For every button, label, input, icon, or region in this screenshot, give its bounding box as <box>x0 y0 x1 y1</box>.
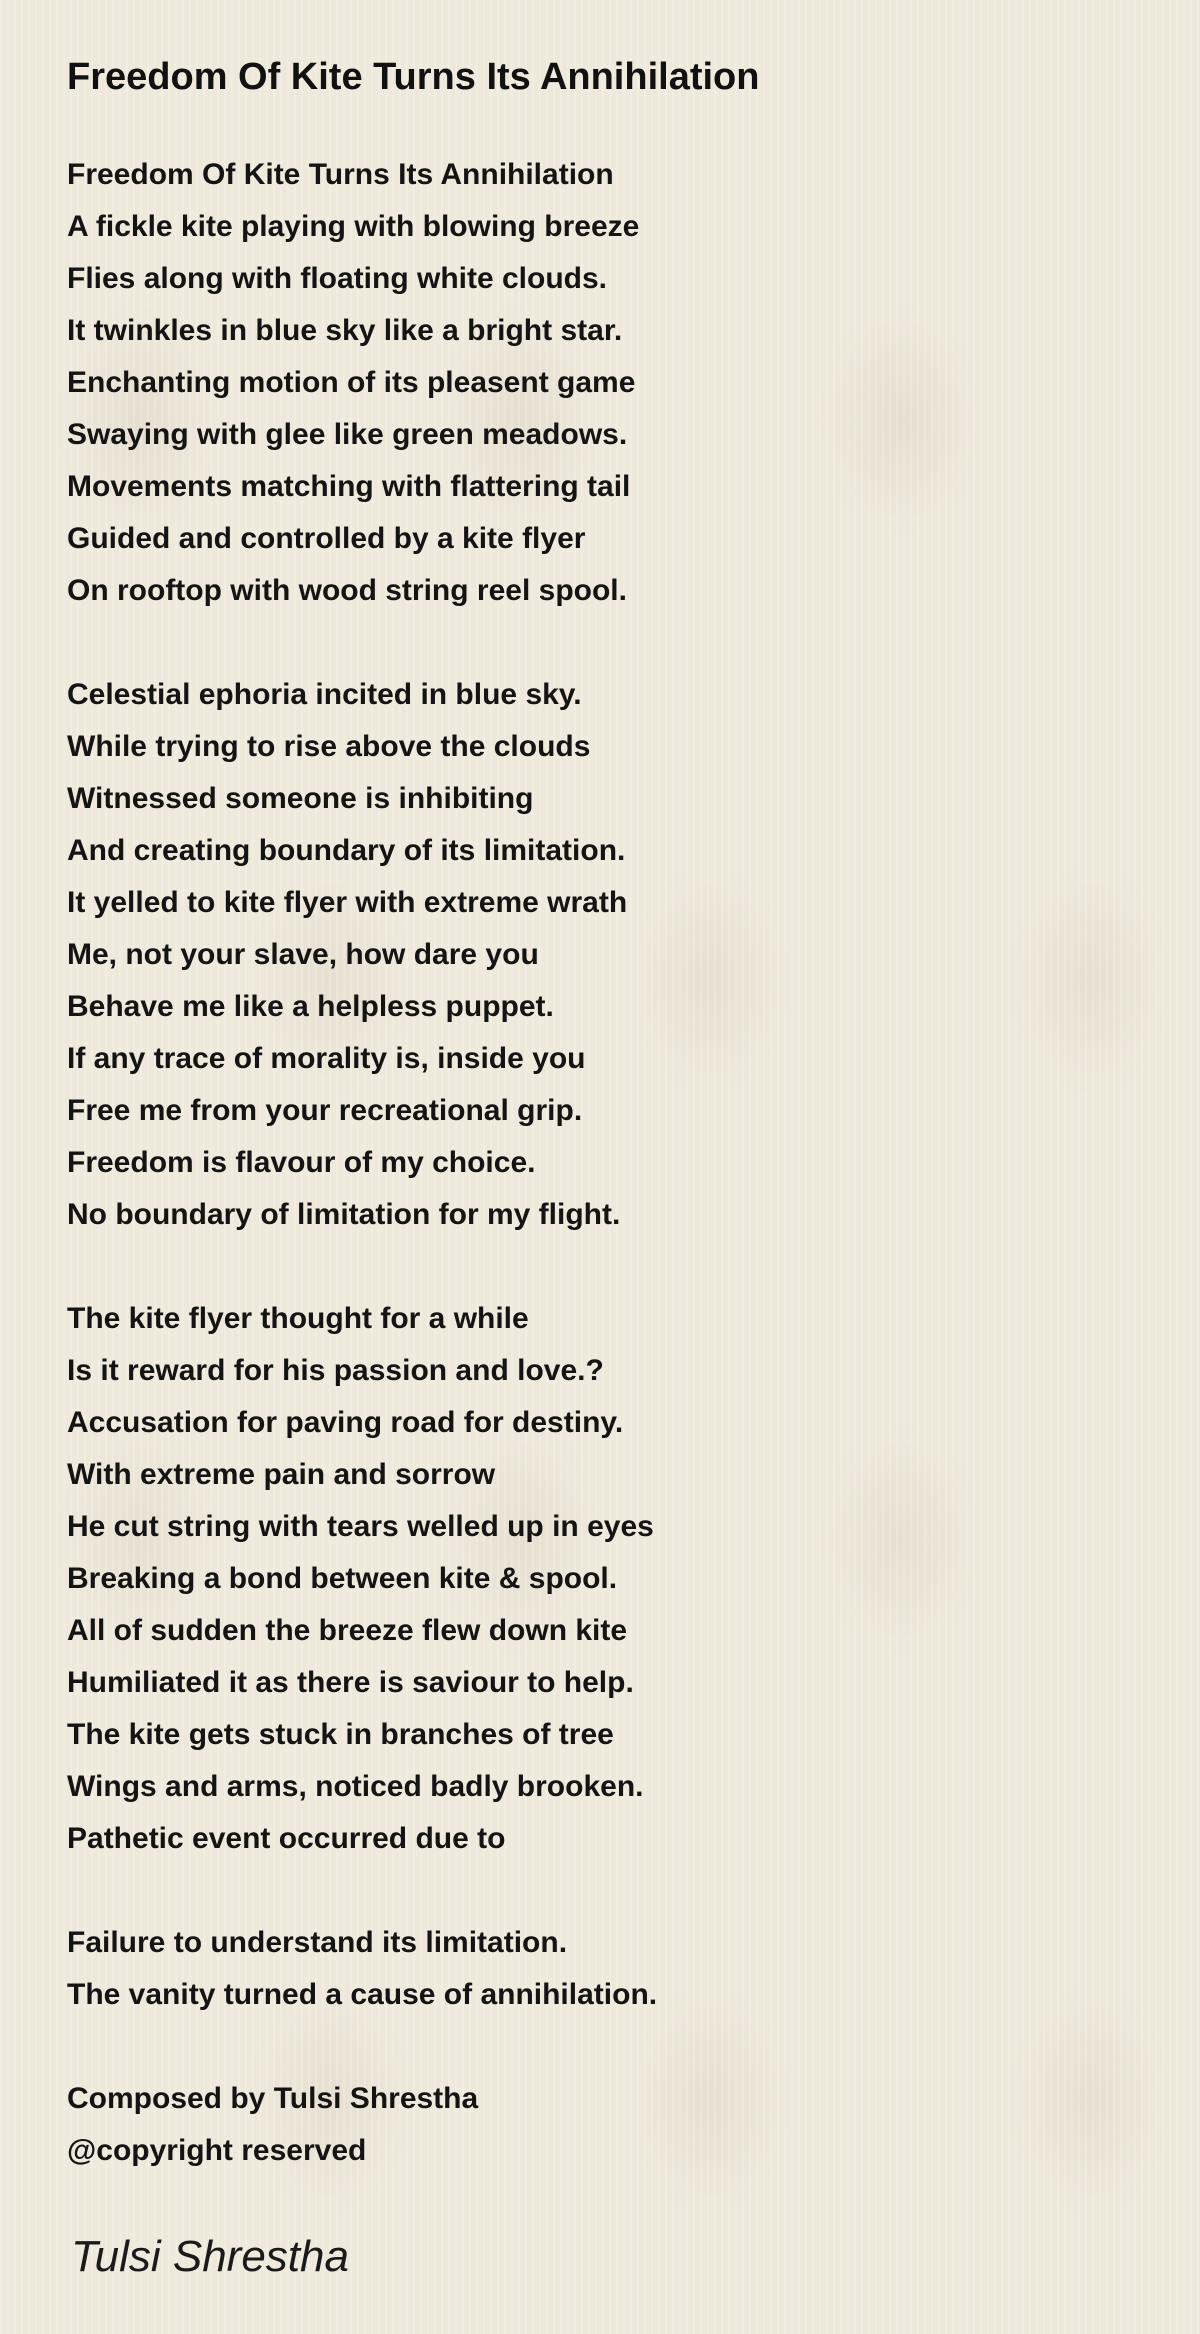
poem-line: If any trace of morality is, inside you <box>67 1042 586 1075</box>
poem-line: Free me from your recreational grip. <box>67 1094 583 1127</box>
poem-line: On rooftop with wood string reel spool. <box>67 574 627 607</box>
poem-line: Flies along with floating white clouds. <box>67 262 608 295</box>
poem-line: The kite gets stuck in branches of tree <box>67 1718 614 1751</box>
poem-line: Movements matching with flattering tail <box>67 470 631 503</box>
poem-line: Is it reward for his passion and love.? <box>67 1354 604 1387</box>
stanza <box>67 669 1147 1241</box>
poem-line: Guided and controlled by a kite flyer <box>67 522 586 555</box>
poem-line: Freedom Of Kite Turns Its Annihilation <box>67 158 614 191</box>
stanza <box>67 1917 1147 2021</box>
stanza <box>67 2073 1147 2177</box>
poem-line: The vanity turned a cause of annihilation. <box>67 1978 658 2011</box>
poem-line: Me, not your slave, how dare you <box>67 938 539 971</box>
credit-line: Composed by Tulsi Shrestha <box>67 2082 479 2115</box>
page-title: Freedom Of Kite Turns Its Annihilation <box>67 56 760 98</box>
copyright-line: @copyright reserved <box>67 2134 367 2167</box>
stanza <box>67 1293 1147 1865</box>
poem-line: Humiliated it as there is saviour to help. <box>67 1666 634 1699</box>
poem-line: Failure to understand its limitation. <box>67 1926 568 1959</box>
poem-line: And creating boundary of its limitation. <box>67 834 626 867</box>
poem-line: A fickle kite playing with blowing breeze <box>67 210 640 243</box>
stanza <box>67 149 1147 617</box>
poem-line: Celestial ephoria incited in blue sky. <box>67 678 582 711</box>
poem-line: It twinkles in blue sky like a bright star. <box>67 314 623 347</box>
poem-line: Freedom is flavour of my choice. <box>67 1146 536 1179</box>
poem-line: With extreme pain and sorrow <box>67 1458 496 1491</box>
poem-line: Witnessed someone is inhibiting <box>67 782 534 815</box>
poem-line: The kite flyer thought for a while <box>67 1302 529 1335</box>
poem-line: Swaying with glee like green meadows. <box>67 418 628 451</box>
author-signature: Tulsi Shrestha <box>71 2232 349 2281</box>
poem-line: Accusation for paving road for destiny. <box>67 1406 624 1439</box>
poem-line: All of sudden the breeze flew down kite <box>67 1614 628 1647</box>
poem-line: Behave me like a helpless puppet. <box>67 990 554 1023</box>
poem-line: Pathetic event occurred due to <box>67 1822 506 1855</box>
poem-body <box>67 149 1147 2229</box>
poem-line: It yelled to kite flyer with extreme wrath <box>67 886 628 919</box>
poem-line: Breaking a bond between kite & spool. <box>67 1562 618 1595</box>
poem-line: No boundary of limitation for my flight. <box>67 1198 621 1231</box>
poem-line: While trying to rise above the clouds <box>67 730 591 763</box>
poem-line: Wings and arms, noticed badly brooken. <box>67 1770 644 1803</box>
poem-line: He cut string with tears welled up in eyes <box>67 1510 654 1543</box>
poem-line: Enchanting motion of its pleasent game <box>67 366 636 399</box>
